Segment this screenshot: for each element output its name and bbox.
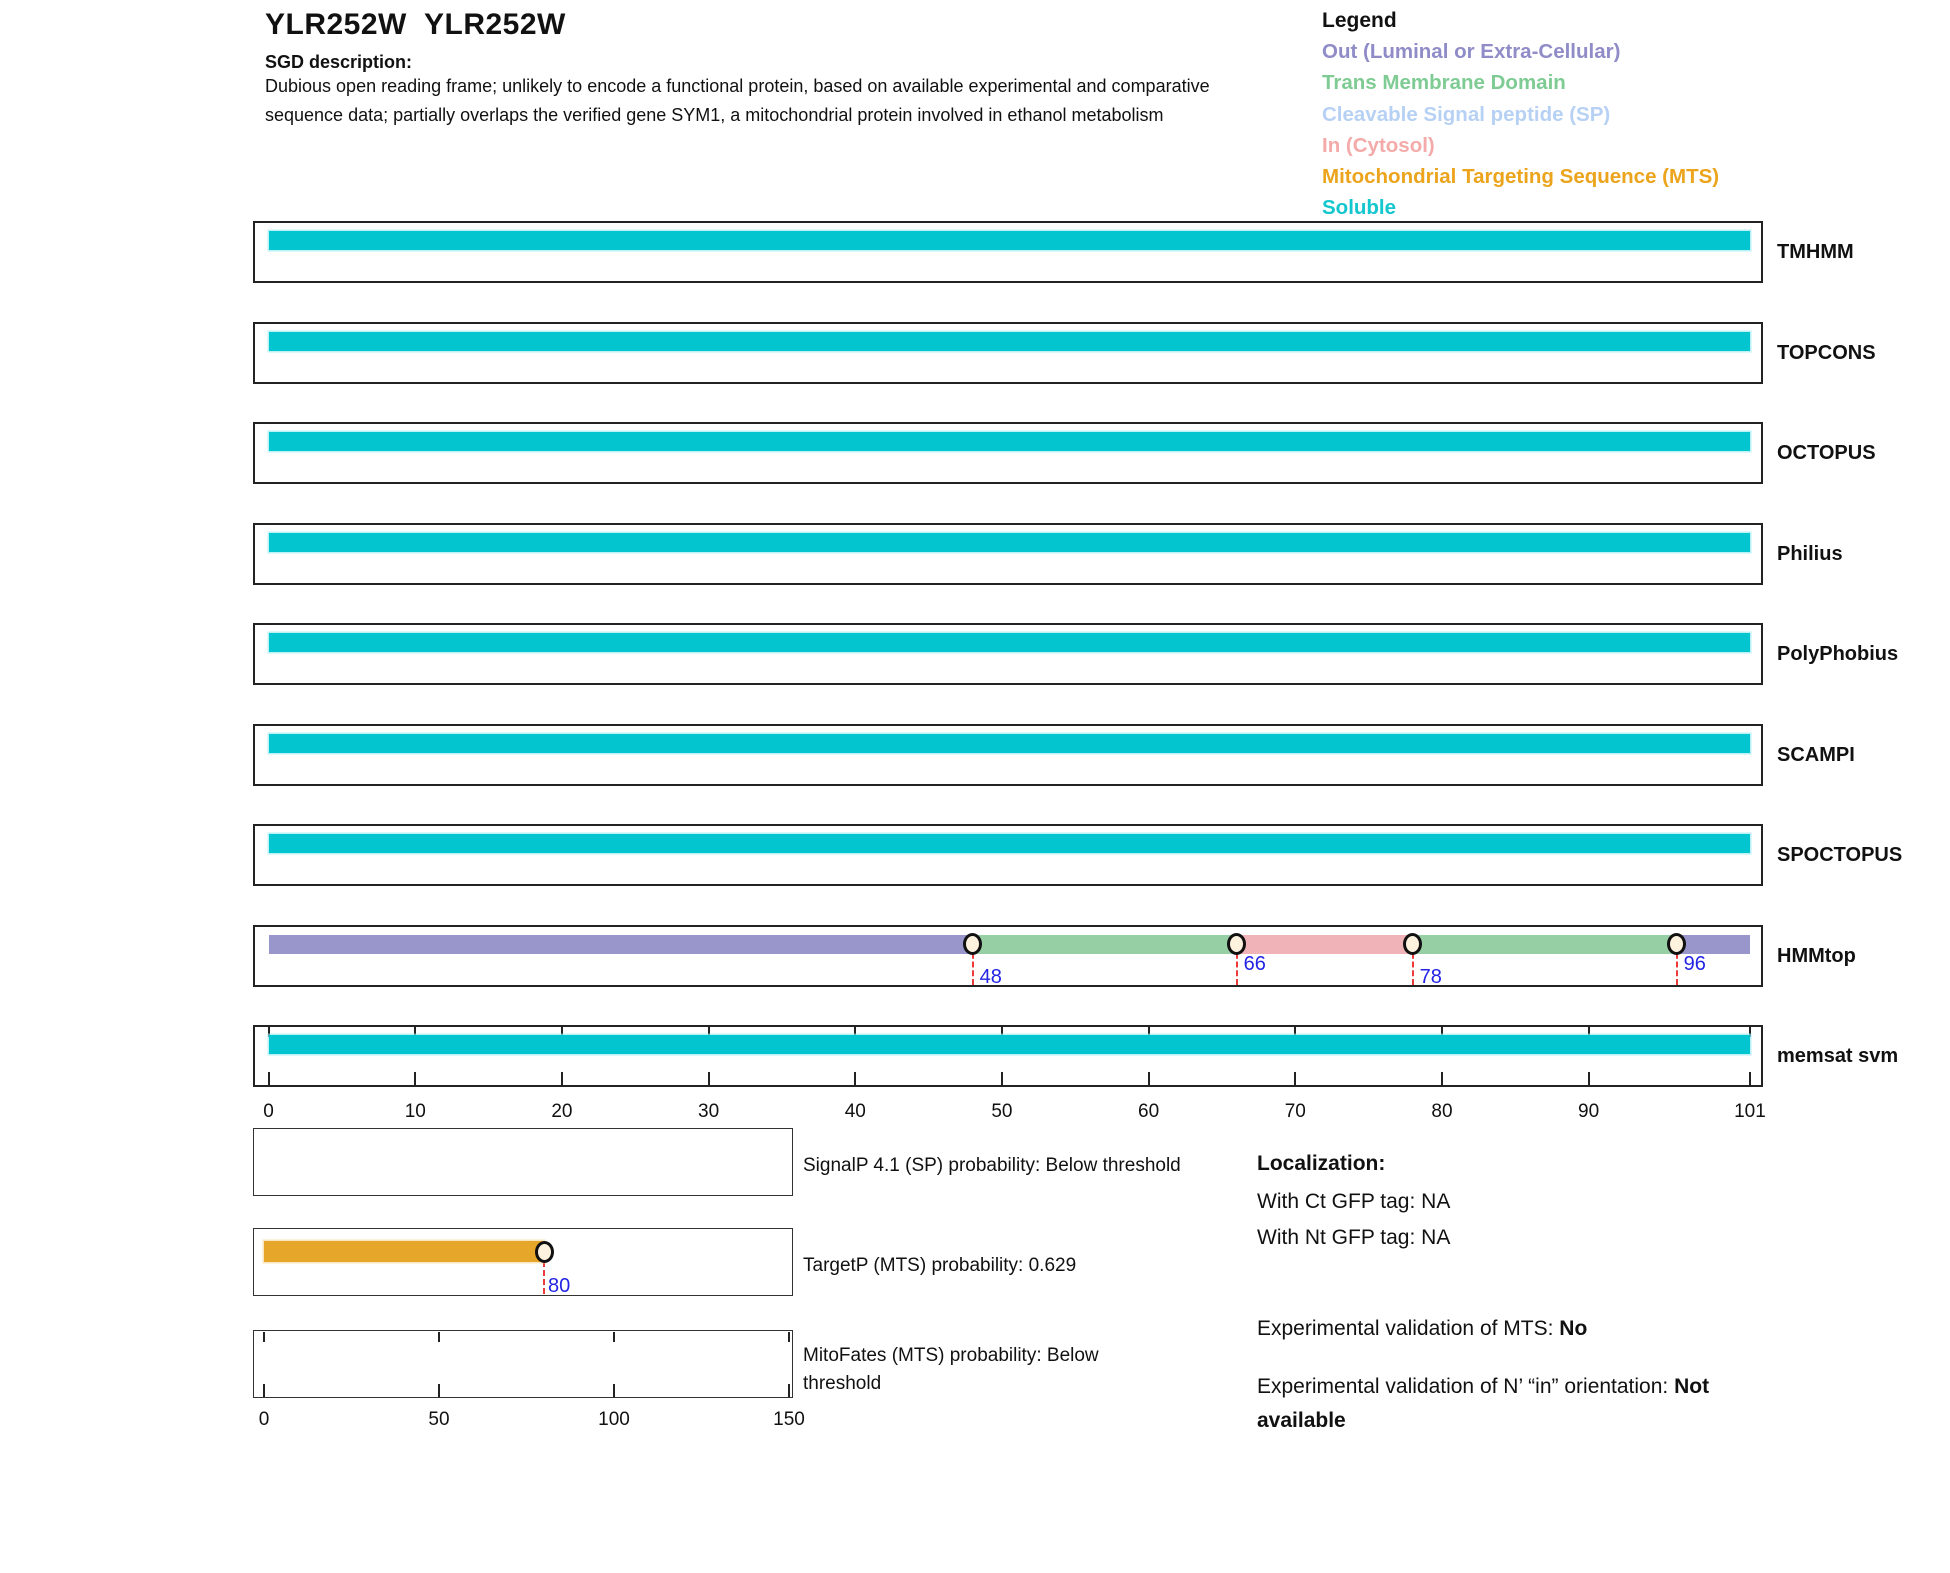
axis-tick-bottom (561, 1072, 563, 1085)
localization-title: Localization: (1257, 1152, 1386, 1175)
sgd-description-label: SGD description: (265, 52, 413, 72)
marker-position-label: 80 (548, 1275, 571, 1297)
position-marker (1227, 933, 1246, 955)
axis-tick-label: 10 (404, 1101, 426, 1122)
axis-tick-bottom (1001, 1072, 1003, 1085)
axis-tick-label: 20 (551, 1101, 573, 1122)
localization-nt-gfp: With Nt GFP tag: NA (1257, 1226, 1451, 1249)
legend-item: Mitochondrial Targeting Sequence (MTS) (1322, 165, 1720, 189)
probability-box-signalp (253, 1128, 793, 1196)
probability-box-targetp (253, 1228, 793, 1296)
axis-tick-bottom (613, 1384, 615, 1397)
axis-tick-label: 100 (598, 1409, 630, 1430)
segment-soluble (269, 1035, 1750, 1054)
probability-label-signalp: SignalP 4.1 (SP) probability: Below threshold (803, 1155, 1181, 1176)
axis-tick-bottom (788, 1384, 790, 1397)
experimental-validation-orientation-label: Experimental validation of N’ “in” orientation: (1257, 1375, 1675, 1398)
axis-tick-bottom (854, 1072, 856, 1085)
segment-out (269, 935, 973, 954)
axis-tick-bottom (1148, 1072, 1150, 1085)
experimental-validation-mts (1257, 1312, 1587, 1346)
axis-tick-label: 0 (258, 1409, 270, 1430)
legend (1322, 6, 1882, 224)
axis-tick-top (438, 1332, 440, 1342)
segment-soluble (269, 834, 1750, 853)
segment-soluble (269, 734, 1750, 753)
probability-bar-mts (264, 1241, 544, 1262)
legend-item: Soluble (1322, 196, 1397, 220)
axis-tick-label: 70 (1284, 1101, 1306, 1122)
axis-tick-bottom (1588, 1072, 1590, 1085)
position-marker (535, 1241, 554, 1263)
segment-tm (1413, 935, 1677, 954)
position-marker (1667, 933, 1686, 955)
axis-tick-bottom (1749, 1072, 1751, 1085)
track-label-philius: Philius (1777, 542, 1843, 565)
axis-tick-label: 0 (263, 1101, 274, 1122)
track-label-spoctopus: SPOCTOPUS (1777, 844, 1903, 866)
axis-tick-bottom (1294, 1072, 1296, 1085)
axis-tick-bottom (438, 1384, 440, 1397)
experimental-validation-orientation-value: Not available (1257, 1375, 1710, 1432)
segment-soluble (269, 533, 1750, 552)
sgd-description-text: Dubious open reading frame; unlikely to encode a functional protein, based on available experimental and comparative sequence data; partially overlaps the verified gene SYM1, a mitochondrial protein involved in ethanol metabolism (265, 76, 1210, 125)
axis-tick-top (613, 1332, 615, 1342)
axis-tick-label: 80 (1431, 1101, 1453, 1122)
probability-label-targetp: TargetP (MTS) probability: 0.629 (803, 1255, 1077, 1276)
axis-tick-bottom (263, 1384, 265, 1397)
legend-item: Cleavable Signal peptide (SP) (1322, 102, 1611, 126)
segment-soluble (269, 633, 1750, 652)
axis-tick-label: 40 (844, 1101, 866, 1122)
track-label-tmhmm: TMHMM (1777, 241, 1854, 263)
segment-out (1677, 935, 1750, 954)
marker-position-label: 78 (1419, 965, 1442, 988)
axis-tick-top (788, 1332, 790, 1342)
track-label-memsat-svm: memsat svm (1777, 1045, 1899, 1067)
axis-tick-label: 30 (698, 1101, 720, 1122)
axis-tick-top (263, 1332, 265, 1342)
legend-title: Legend (1322, 9, 1397, 32)
segment-soluble (269, 332, 1750, 351)
axis-tick-label: 101 (1734, 1101, 1766, 1122)
axis-tick-label: 90 (1578, 1101, 1600, 1122)
axis-tick-bottom (414, 1072, 416, 1085)
axis-tick-bottom (1441, 1072, 1443, 1085)
experimental-validation-mts-label: Experimental validation of MTS: (1257, 1317, 1560, 1340)
track-label-scampi: SCAMPI (1777, 743, 1855, 766)
localization-ct-gfp: With Ct GFP tag: NA (1257, 1190, 1451, 1213)
axis-tick-label: 60 (1138, 1101, 1160, 1122)
segment-soluble (269, 432, 1750, 451)
axis-tick-label: 50 (991, 1101, 1013, 1122)
page-title: YLR252W YLR252W (265, 8, 566, 41)
legend-items (1322, 36, 1882, 224)
experimental-validation-mts-value: No (1559, 1317, 1588, 1340)
track-label-topcons: TOPCONS (1777, 341, 1876, 364)
track-label-polyphobius: PolyPhobius (1777, 643, 1899, 665)
segment-soluble (269, 231, 1750, 250)
axis-tick-bottom (708, 1072, 710, 1085)
axis-tick-label: 150 (773, 1409, 805, 1430)
axis-tick-label: 50 (428, 1409, 450, 1430)
experimental-validation-orientation (1257, 1370, 1757, 1438)
marker-position-label: 66 (1243, 952, 1266, 975)
axis-tick-bottom (268, 1072, 270, 1085)
position-marker (1403, 933, 1422, 955)
probability-label-mitofates: MitoFates (MTS) probability: Below threshold (803, 1345, 1099, 1394)
segment-in (1237, 935, 1413, 954)
legend-item: Trans Membrane Domain (1322, 71, 1566, 95)
marker-position-label: 48 (979, 965, 1002, 988)
track-label-octopus: OCTOPUS (1777, 442, 1876, 464)
position-marker (963, 933, 982, 955)
probability-box-mitofates (253, 1330, 793, 1398)
track-label-hmmtop: HMMtop (1777, 944, 1856, 967)
marker-position-label: 96 (1683, 952, 1706, 975)
legend-item: Out (Luminal or Extra-Cellular) (1322, 40, 1621, 63)
segment-tm (973, 935, 1237, 954)
legend-item: In (Cytosol) (1322, 133, 1435, 157)
